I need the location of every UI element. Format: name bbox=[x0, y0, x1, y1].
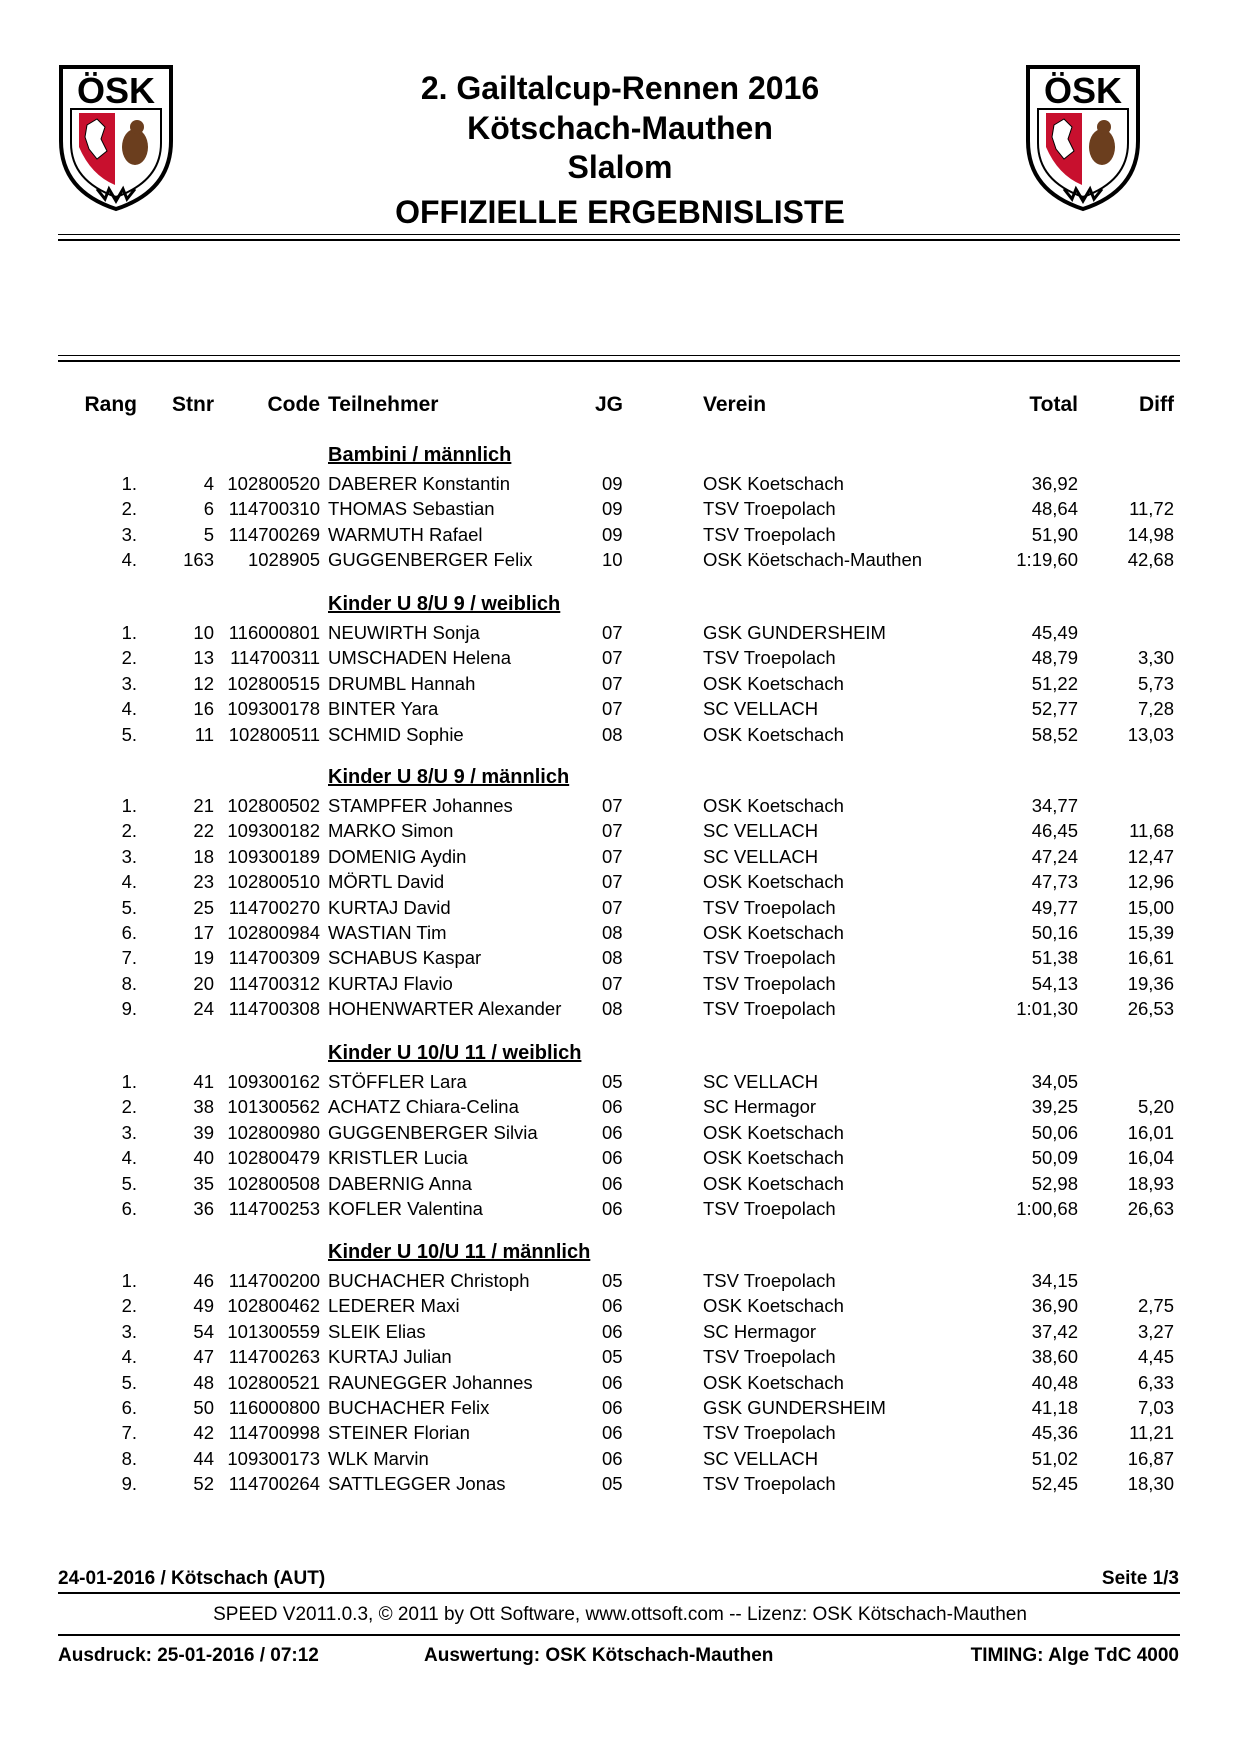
footer-divider-bottom bbox=[58, 1634, 1180, 1636]
cell-name: GUGGENBERGER Silvia bbox=[328, 1121, 538, 1143]
cell-rang: 5. bbox=[121, 896, 137, 918]
cell-name: STÖFFLER Lara bbox=[328, 1071, 467, 1092]
cell-total: 38,60 bbox=[1031, 1346, 1078, 1368]
cell-jg: 06 bbox=[602, 1371, 623, 1393]
cell-total: 58,52 bbox=[1031, 723, 1078, 745]
footer-printout: Ausdruck: 25-01-2016 / 07:12 bbox=[58, 1645, 319, 1666]
col-header-stnr: Stnr bbox=[172, 393, 214, 416]
cell-diff: 42,68 bbox=[1127, 549, 1174, 571]
cell-verein: TSV Troepolach bbox=[703, 998, 836, 1020]
cell-stnr: 6 bbox=[203, 498, 214, 520]
cell-verein: SC VELLACH bbox=[703, 1447, 819, 1469]
cell-jg: 10 bbox=[602, 549, 623, 571]
cell-jg: 08 bbox=[602, 723, 623, 745]
cell-code: 102800479 bbox=[227, 1147, 320, 1169]
cell-verein: TSV Troepolach bbox=[703, 1346, 836, 1368]
cell-code: 109300189 bbox=[227, 845, 320, 867]
cell-jg: 06 bbox=[602, 1447, 623, 1469]
cell-total: 50,09 bbox=[1031, 1147, 1078, 1169]
cell-jg: 07 bbox=[602, 845, 623, 867]
cell-verein: OSK Koetschach bbox=[703, 1147, 844, 1169]
cell-total: 37,42 bbox=[1031, 1320, 1078, 1342]
cell-name: ACHATZ Chiara-Celina bbox=[328, 1096, 519, 1118]
cell-stnr: 19 bbox=[193, 947, 214, 969]
header-divider bbox=[58, 234, 1180, 241]
cell-total: 52,98 bbox=[1031, 1172, 1078, 1194]
cell-diff: 6,33 bbox=[1137, 1371, 1174, 1393]
cell-verein: OSK Koetschach bbox=[703, 1121, 844, 1143]
cell-verein: TSV Troepolach bbox=[703, 1473, 836, 1495]
footer-evaluation: Auswertung: OSK Kötschach-Mauthen bbox=[424, 1645, 774, 1666]
cell-name: HOHENWARTER Alexander bbox=[328, 998, 562, 1020]
cell-rang: 6. bbox=[121, 1198, 137, 1219]
cell-jg: 06 bbox=[602, 1295, 623, 1317]
cell-code: 102800511 bbox=[228, 723, 320, 745]
cell-total: 36,90 bbox=[1031, 1295, 1078, 1317]
cell-verein: OSK Köetschach-Mauthen bbox=[703, 549, 923, 571]
footer-software-credit: SPEED V2011.0.3, © 2011 by Ott Software, www.ottsoft.com -- Lizenz: OSK Kötschach-Mauthen bbox=[213, 1604, 1027, 1625]
cell-jg: 07 bbox=[602, 871, 623, 893]
cell-stnr: 10 bbox=[193, 622, 214, 643]
cell-verein: TSV Troepolach bbox=[703, 498, 836, 520]
cell-code: 102800462 bbox=[227, 1295, 320, 1317]
cell-total: 34,05 bbox=[1031, 1071, 1078, 1092]
cell-verein: TSV Troepolach bbox=[703, 647, 836, 669]
cell-name: LEDERER Maxi bbox=[328, 1295, 460, 1317]
cell-stnr: 25 bbox=[193, 896, 214, 918]
cell-stnr: 21 bbox=[193, 795, 214, 816]
cell-diff: 11,21 bbox=[1129, 1422, 1174, 1444]
cell-rang: 2. bbox=[121, 498, 137, 520]
cell-stnr: 11 bbox=[194, 723, 214, 745]
cell-code: 102800980 bbox=[227, 1121, 320, 1143]
category-heading: Bambini / männlich bbox=[328, 444, 512, 466]
cell-rang: 1. bbox=[121, 795, 137, 816]
cell-rang: 3. bbox=[121, 1121, 137, 1143]
cell-verein: OSK Koetschach bbox=[703, 723, 844, 745]
cell-rang: 7. bbox=[121, 947, 137, 969]
cell-code: 1028905 bbox=[247, 549, 320, 571]
cell-jg: 05 bbox=[602, 1346, 623, 1368]
cell-code: 114700309 bbox=[228, 947, 320, 969]
cell-verein: TSV Troepolach bbox=[703, 1422, 836, 1444]
footer-timing: TIMING: Alge TdC 4000 bbox=[970, 1645, 1179, 1666]
cell-jg: 05 bbox=[602, 1270, 623, 1291]
footer-page-number: Seite 1/3 bbox=[1101, 1568, 1179, 1589]
footer-divider-top bbox=[58, 1592, 1180, 1594]
cell-total: 34,77 bbox=[1031, 795, 1078, 816]
cell-code: 114700269 bbox=[228, 523, 320, 545]
cell-code: 116000800 bbox=[228, 1397, 320, 1418]
cell-code: 102800515 bbox=[227, 672, 320, 694]
cell-verein: OSK Koetschach bbox=[703, 473, 844, 494]
cell-code: 114700253 bbox=[228, 1198, 320, 1219]
cell-code: 114700264 bbox=[228, 1473, 320, 1495]
cell-diff: 16,87 bbox=[1127, 1447, 1174, 1469]
cell-total: 39,25 bbox=[1031, 1096, 1078, 1118]
cell-stnr: 13 bbox=[193, 647, 214, 669]
cell-total: 54,13 bbox=[1031, 972, 1078, 994]
cell-rang: 1. bbox=[121, 473, 137, 494]
col-header-rang: Rang bbox=[84, 393, 137, 416]
category-heading: Kinder U 8/U 9 / weiblich bbox=[328, 593, 561, 615]
cell-stnr: 38 bbox=[193, 1096, 214, 1118]
cell-diff: 5,20 bbox=[1137, 1096, 1174, 1118]
cell-jg: 06 bbox=[602, 1320, 623, 1342]
cell-code: 116000801 bbox=[228, 622, 320, 643]
cell-diff: 16,04 bbox=[1127, 1147, 1174, 1169]
cell-rang: 1. bbox=[121, 1071, 137, 1092]
table-top-divider bbox=[58, 355, 1180, 362]
cell-total: 47,73 bbox=[1031, 871, 1078, 893]
cell-stnr: 41 bbox=[193, 1071, 214, 1092]
cell-name: UMSCHADEN Helena bbox=[328, 647, 511, 669]
cell-jg: 06 bbox=[602, 1121, 623, 1143]
cell-jg: 06 bbox=[602, 1422, 623, 1444]
cell-total: 36,92 bbox=[1031, 473, 1078, 494]
cell-name: DABERER Konstantin bbox=[328, 473, 511, 494]
cell-rang: 4. bbox=[121, 549, 137, 571]
cell-name: MÖRTL David bbox=[328, 871, 445, 893]
col-header-teilnehmer: Teilnehmer bbox=[328, 393, 439, 416]
cell-jg: 05 bbox=[602, 1071, 623, 1092]
cell-code: 114700998 bbox=[228, 1422, 320, 1444]
cell-name: KURTAJ Julian bbox=[328, 1346, 452, 1368]
cell-diff: 16,01 bbox=[1127, 1121, 1174, 1143]
cell-rang: 9. bbox=[121, 998, 137, 1020]
cell-jg: 09 bbox=[602, 498, 623, 520]
cell-name: NEUWIRTH Sonja bbox=[328, 622, 480, 643]
cell-name: STAMPFER Johannes bbox=[328, 795, 513, 816]
document-title: OFFIZIELLE ERGEBNISLISTE bbox=[395, 194, 845, 230]
cell-jg: 06 bbox=[602, 1172, 623, 1194]
cell-stnr: 18 bbox=[193, 845, 214, 867]
cell-stnr: 16 bbox=[193, 698, 214, 720]
cell-code: 114700270 bbox=[228, 896, 320, 918]
cell-name: SCHABUS Kaspar bbox=[328, 947, 482, 969]
cell-verein: SC VELLACH bbox=[703, 698, 819, 720]
cell-name: GUGGENBERGER Felix bbox=[328, 549, 533, 571]
cell-diff: 2,75 bbox=[1137, 1295, 1174, 1317]
cell-diff: 15,00 bbox=[1127, 896, 1174, 918]
cell-stnr: 50 bbox=[193, 1397, 214, 1418]
cell-verein: OSK Koetschach bbox=[703, 1172, 844, 1194]
cell-code: 114700308 bbox=[228, 998, 320, 1020]
cell-code: 114700200 bbox=[228, 1270, 320, 1291]
cell-code: 102800521 bbox=[227, 1371, 320, 1393]
cell-total: 48,79 bbox=[1031, 647, 1078, 669]
cell-code: 114700312 bbox=[228, 972, 320, 994]
cell-total: 1:00,68 bbox=[1016, 1198, 1078, 1219]
cell-stnr: 54 bbox=[193, 1320, 214, 1342]
cell-total: 52,45 bbox=[1031, 1473, 1078, 1495]
cell-code: 114700263 bbox=[228, 1346, 320, 1368]
cell-total: 51,02 bbox=[1031, 1447, 1078, 1469]
cell-code: 101300562 bbox=[227, 1096, 320, 1118]
cell-rang: 2. bbox=[121, 647, 137, 669]
cell-stnr: 44 bbox=[193, 1447, 214, 1469]
cell-name: KURTAJ Flavio bbox=[328, 972, 453, 994]
cell-stnr: 49 bbox=[193, 1295, 214, 1317]
cell-jg: 07 bbox=[602, 972, 623, 994]
cell-jg: 06 bbox=[602, 1147, 623, 1169]
cell-stnr: 48 bbox=[193, 1371, 214, 1393]
cell-rang: 2. bbox=[121, 1295, 137, 1317]
col-header-diff: Diff bbox=[1139, 393, 1174, 416]
cell-code: 114700310 bbox=[228, 498, 320, 520]
cell-rang: 1. bbox=[121, 622, 137, 643]
col-header-jg: JG bbox=[595, 393, 624, 416]
cell-diff: 4,45 bbox=[1137, 1346, 1174, 1368]
cell-diff: 14,98 bbox=[1127, 523, 1174, 545]
cell-rang: 7. bbox=[121, 1422, 137, 1444]
cell-jg: 09 bbox=[602, 473, 623, 494]
cell-jg: 06 bbox=[602, 1198, 623, 1219]
cell-total: 48,64 bbox=[1031, 498, 1078, 520]
col-header-verein: Verein bbox=[703, 393, 767, 416]
cell-total: 47,24 bbox=[1031, 845, 1078, 867]
cell-jg: 07 bbox=[602, 896, 623, 918]
cell-name: SLEIK Elias bbox=[328, 1320, 426, 1342]
cell-stnr: 17 bbox=[193, 922, 214, 943]
cell-verein: GSK GUNDERSHEIM bbox=[703, 1397, 886, 1418]
cell-stnr: 22 bbox=[193, 820, 214, 842]
cell-verein: TSV Troepolach bbox=[703, 1270, 836, 1291]
cell-diff: 13,03 bbox=[1127, 723, 1174, 745]
cell-verein: SC Hermagor bbox=[703, 1096, 817, 1118]
cell-name: KOFLER Valentina bbox=[328, 1198, 483, 1219]
cell-diff: 11,68 bbox=[1129, 820, 1174, 842]
cell-stnr: 24 bbox=[193, 998, 214, 1020]
cell-code: 109300182 bbox=[227, 820, 320, 842]
cell-verein: TSV Troepolach bbox=[703, 972, 836, 994]
cell-verein: OSK Koetschach bbox=[703, 922, 844, 943]
cell-total: 50,16 bbox=[1031, 922, 1078, 943]
cell-name: WLK Marvin bbox=[328, 1447, 429, 1469]
cell-total: 1:01,30 bbox=[1016, 998, 1078, 1020]
category-heading: Kinder U 8/U 9 / männlich bbox=[328, 766, 570, 788]
event-location: Kötschach-Mauthen bbox=[467, 110, 773, 146]
cell-stnr: 23 bbox=[193, 871, 214, 893]
cell-diff: 19,36 bbox=[1127, 972, 1174, 994]
cell-verein: TSV Troepolach bbox=[703, 523, 836, 545]
cell-rang: 4. bbox=[121, 698, 137, 720]
cell-name: DRUMBL Hannah bbox=[328, 672, 476, 694]
cell-jg: 06 bbox=[602, 1397, 623, 1418]
cell-name: THOMAS Sebastian bbox=[328, 498, 495, 520]
cell-total: 49,77 bbox=[1031, 896, 1078, 918]
cell-rang: 2. bbox=[121, 1096, 137, 1118]
cell-code: 102800510 bbox=[227, 871, 320, 893]
cell-name: SATTLEGGER Jonas bbox=[328, 1473, 506, 1495]
event-discipline: Slalom bbox=[567, 149, 673, 185]
cell-jg: 06 bbox=[602, 1096, 623, 1118]
cell-diff: 26,53 bbox=[1127, 998, 1174, 1020]
cell-verein: SC VELLACH bbox=[703, 1071, 819, 1092]
cell-verein: OSK Koetschach bbox=[703, 1295, 844, 1317]
cell-name: WASTIAN Tim bbox=[328, 922, 447, 943]
category-heading: Kinder U 10/U 11 / weiblich bbox=[328, 1042, 582, 1064]
svg-text:ÖSK: ÖSK bbox=[1043, 70, 1123, 111]
cell-jg: 08 bbox=[602, 998, 623, 1020]
cell-stnr: 46 bbox=[193, 1270, 214, 1291]
cell-code: 109300162 bbox=[227, 1071, 320, 1092]
cell-jg: 05 bbox=[602, 1473, 623, 1495]
cell-verein: SC Hermagor bbox=[703, 1320, 817, 1342]
cell-total: 45,36 bbox=[1031, 1422, 1078, 1444]
cell-code: 101300559 bbox=[227, 1320, 320, 1342]
category-heading: Kinder U 10/U 11 / männlich bbox=[328, 1241, 591, 1263]
cell-name: SCHMID Sophie bbox=[328, 723, 464, 745]
cell-jg: 07 bbox=[602, 820, 623, 842]
cell-total: 34,15 bbox=[1031, 1270, 1078, 1291]
cell-verein: TSV Troepolach bbox=[703, 947, 836, 969]
cell-rang: 3. bbox=[121, 523, 137, 545]
cell-code: 114700311 bbox=[230, 647, 320, 669]
cell-jg: 09 bbox=[602, 523, 623, 545]
cell-name: DOMENIG Aydin bbox=[328, 845, 467, 867]
cell-code: 102800520 bbox=[227, 473, 320, 494]
svg-text:ÖSK: ÖSK bbox=[76, 70, 156, 111]
cell-total: 51,38 bbox=[1031, 947, 1078, 969]
cell-name: WARMUTH Rafael bbox=[328, 523, 483, 545]
cell-verein: OSK Koetschach bbox=[703, 1371, 844, 1393]
cell-diff: 3,30 bbox=[1137, 647, 1174, 669]
cell-total: 1:19,60 bbox=[1016, 549, 1078, 571]
cell-jg: 08 bbox=[602, 947, 623, 969]
cell-rang: 6. bbox=[121, 1397, 137, 1418]
cell-stnr: 4 bbox=[203, 473, 214, 494]
cell-jg: 07 bbox=[602, 698, 623, 720]
cell-stnr: 163 bbox=[183, 549, 214, 571]
cell-verein: SC VELLACH bbox=[703, 845, 819, 867]
cell-code: 102800508 bbox=[227, 1172, 320, 1194]
cell-stnr: 36 bbox=[193, 1198, 214, 1219]
cell-stnr: 39 bbox=[193, 1121, 214, 1143]
col-header-code: Code bbox=[267, 393, 320, 416]
cell-jg: 07 bbox=[602, 672, 623, 694]
event-title: 2. Gailtalcup-Rennen 2016 bbox=[420, 70, 820, 106]
cell-diff: 26,63 bbox=[1127, 1198, 1174, 1219]
cell-name: KURTAJ David bbox=[328, 896, 451, 918]
cell-name: BINTER Yara bbox=[328, 698, 439, 720]
cell-stnr: 35 bbox=[193, 1172, 214, 1194]
cell-rang: 3. bbox=[121, 1320, 137, 1342]
cell-rang: 4. bbox=[121, 871, 137, 893]
cell-diff: 5,73 bbox=[1137, 672, 1174, 694]
cell-rang: 5. bbox=[121, 1371, 137, 1393]
cell-code: 109300178 bbox=[227, 698, 320, 720]
cell-rang: 3. bbox=[121, 845, 137, 867]
cell-diff: 12,96 bbox=[1127, 871, 1174, 893]
cell-diff: 18,93 bbox=[1127, 1172, 1174, 1194]
cell-diff: 15,39 bbox=[1127, 922, 1174, 943]
cell-code: 102800502 bbox=[227, 795, 320, 816]
cell-total: 45,49 bbox=[1031, 622, 1078, 643]
cell-stnr: 12 bbox=[193, 672, 214, 694]
cell-verein: OSK Koetschach bbox=[703, 871, 844, 893]
cell-jg: 07 bbox=[602, 647, 623, 669]
cell-verein: SC VELLACH bbox=[703, 820, 819, 842]
col-header-total: Total bbox=[1029, 393, 1078, 416]
cell-stnr: 52 bbox=[193, 1473, 214, 1495]
cell-total: 51,22 bbox=[1031, 672, 1078, 694]
cell-jg: 07 bbox=[602, 622, 623, 643]
cell-name: KRISTLER Lucia bbox=[328, 1147, 468, 1169]
cell-code: 109300173 bbox=[227, 1447, 320, 1469]
cell-diff: 16,61 bbox=[1127, 947, 1174, 969]
cell-rang: 6. bbox=[121, 922, 137, 943]
cell-verein: OSK Koetschach bbox=[703, 672, 844, 694]
cell-rang: 3. bbox=[121, 672, 137, 694]
cell-rang: 5. bbox=[121, 723, 137, 745]
cell-total: 41,18 bbox=[1031, 1397, 1078, 1418]
cell-stnr: 42 bbox=[193, 1422, 214, 1444]
cell-name: BUCHACHER Christoph bbox=[328, 1270, 530, 1291]
cell-diff: 7,28 bbox=[1137, 698, 1174, 720]
cell-total: 51,90 bbox=[1031, 523, 1078, 545]
cell-diff: 12,47 bbox=[1127, 845, 1174, 867]
cell-name: BUCHACHER Felix bbox=[328, 1397, 490, 1418]
cell-name: RAUNEGGER Johannes bbox=[328, 1371, 533, 1393]
cell-rang: 4. bbox=[121, 1346, 137, 1368]
cell-total: 46,45 bbox=[1031, 820, 1078, 842]
cell-name: MARKO Simon bbox=[328, 820, 454, 842]
cell-diff: 11,72 bbox=[1129, 498, 1174, 520]
cell-jg: 08 bbox=[602, 922, 623, 943]
cell-diff: 7,03 bbox=[1137, 1397, 1174, 1418]
cell-rang: 5. bbox=[121, 1172, 137, 1194]
footer-date-place: 24-01-2016 / Kötschach (AUT) bbox=[58, 1568, 326, 1589]
cell-total: 40,48 bbox=[1031, 1371, 1078, 1393]
cell-rang: 4. bbox=[121, 1147, 137, 1169]
cell-verein: TSV Troepolach bbox=[703, 1198, 836, 1219]
cell-verein: TSV Troepolach bbox=[703, 896, 836, 918]
cell-name: STEINER Florian bbox=[328, 1422, 470, 1444]
cell-jg: 07 bbox=[602, 795, 623, 816]
cell-name: DABERNIG Anna bbox=[328, 1172, 472, 1194]
cell-verein: OSK Koetschach bbox=[703, 795, 844, 816]
cell-stnr: 40 bbox=[193, 1147, 214, 1169]
cell-diff: 18,30 bbox=[1127, 1473, 1174, 1495]
cell-rang: 1. bbox=[121, 1270, 137, 1291]
cell-stnr: 20 bbox=[193, 972, 214, 994]
cell-total: 52,77 bbox=[1031, 698, 1078, 720]
cell-rang: 8. bbox=[121, 1447, 137, 1469]
cell-rang: 9. bbox=[121, 1473, 137, 1495]
cell-stnr: 47 bbox=[193, 1346, 214, 1368]
cell-verein: GSK GUNDERSHEIM bbox=[703, 622, 886, 643]
cell-total: 50,06 bbox=[1031, 1121, 1078, 1143]
cell-rang: 2. bbox=[121, 820, 137, 842]
cell-code: 102800984 bbox=[227, 922, 320, 943]
cell-diff: 3,27 bbox=[1137, 1320, 1174, 1342]
cell-stnr: 5 bbox=[203, 523, 214, 545]
cell-rang: 8. bbox=[121, 972, 137, 994]
